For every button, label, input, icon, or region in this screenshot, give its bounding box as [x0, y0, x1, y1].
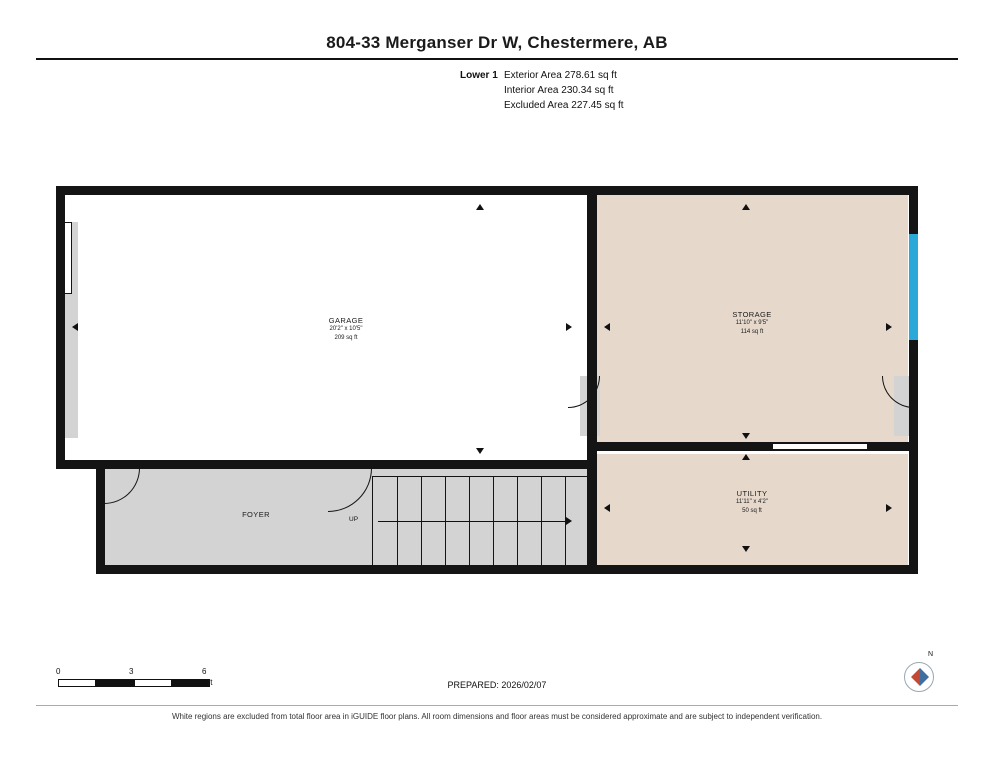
dimension-arrow-storage-right	[886, 323, 892, 331]
disclaimer-text: White regions are excluded from total floor area in iGUIDE floor plans. All room dimensions and floor areas must be considered approximate and are subject to independent verification.	[171, 712, 823, 721]
floor-plan-drawing	[56, 186, 918, 578]
storage-window-right	[909, 234, 918, 340]
area-summary	[460, 68, 624, 113]
level-label: Lower 1	[460, 70, 498, 81]
compass-needle-east	[920, 668, 929, 686]
scale-tick-6: 6	[202, 667, 207, 676]
interior-wall-garage-storage	[587, 194, 597, 468]
compass-needle-west	[911, 668, 920, 686]
room-label-utility-block	[692, 489, 812, 516]
utility-area: 50 sq ft	[742, 508, 762, 514]
interior-area: Interior Area 230.34 sq ft	[504, 85, 614, 96]
interior-wall-foyer-right	[587, 460, 597, 574]
dimension-arrow-utility-right	[886, 504, 892, 512]
garage-window-left	[64, 222, 72, 294]
storage-dimensions: 11'10" x 9'5"	[735, 320, 769, 326]
dimension-arrow-utility-inner	[742, 454, 750, 460]
garage-area: 209 sq ft	[334, 335, 358, 341]
footer-divider	[36, 705, 958, 706]
garage-dimensions: 20'2" x 10'5"	[329, 326, 363, 332]
garage-name: GARAGE	[328, 316, 364, 325]
foyer-name: FOYER	[242, 510, 270, 519]
dimension-arrow-garage-right	[566, 323, 572, 331]
stairs-direction-arrow-line	[378, 521, 566, 522]
exterior-wall-bottom	[96, 565, 918, 574]
area-summary-row-exterior	[460, 68, 624, 83]
dimension-arrow-utility-left	[604, 504, 610, 512]
stairs-up-label: UP	[349, 516, 359, 523]
dimension-arrow-storage-left	[604, 323, 610, 331]
compass-north-label: N	[928, 651, 934, 658]
dimension-arrow-utility-bottom	[742, 546, 750, 552]
stairs-direction-arrow-head	[566, 517, 572, 525]
utility-dimensions: 11'11" x 4'2"	[735, 499, 768, 505]
exterior-area: Exterior Area 278.61 sq ft	[504, 70, 617, 81]
dimension-arrow-utility-top	[742, 433, 750, 439]
page-title: 804-33 Merganser Dr W, Chestermere, AB	[326, 33, 668, 52]
prepared-date: PREPARED: 2026/02/07	[447, 680, 547, 690]
dimension-arrow-garage-top	[476, 204, 484, 210]
scale-tick-0: 0	[56, 667, 61, 676]
compass-icon	[898, 650, 946, 698]
dimension-arrow-garage-bottom	[476, 448, 484, 454]
title-divider	[36, 58, 958, 60]
exterior-wall-top	[56, 186, 918, 195]
excluded-area: Excluded Area 227.45 sq ft	[504, 100, 624, 111]
storage-name: STORAGE	[732, 310, 772, 319]
scale-unit-label: ft	[208, 678, 213, 687]
dimension-arrow-garage-left	[72, 323, 78, 331]
utility-name: UTILITY	[736, 489, 768, 498]
room-label-garage-block	[286, 316, 406, 343]
room-label-foyer-block	[196, 510, 316, 519]
storage-area: 114 sq ft	[740, 329, 764, 335]
scale-tick-3: 3	[129, 667, 134, 676]
room-label-storage-block	[692, 310, 812, 337]
dimension-arrow-storage-top	[742, 204, 750, 210]
utility-window-top	[772, 443, 868, 450]
